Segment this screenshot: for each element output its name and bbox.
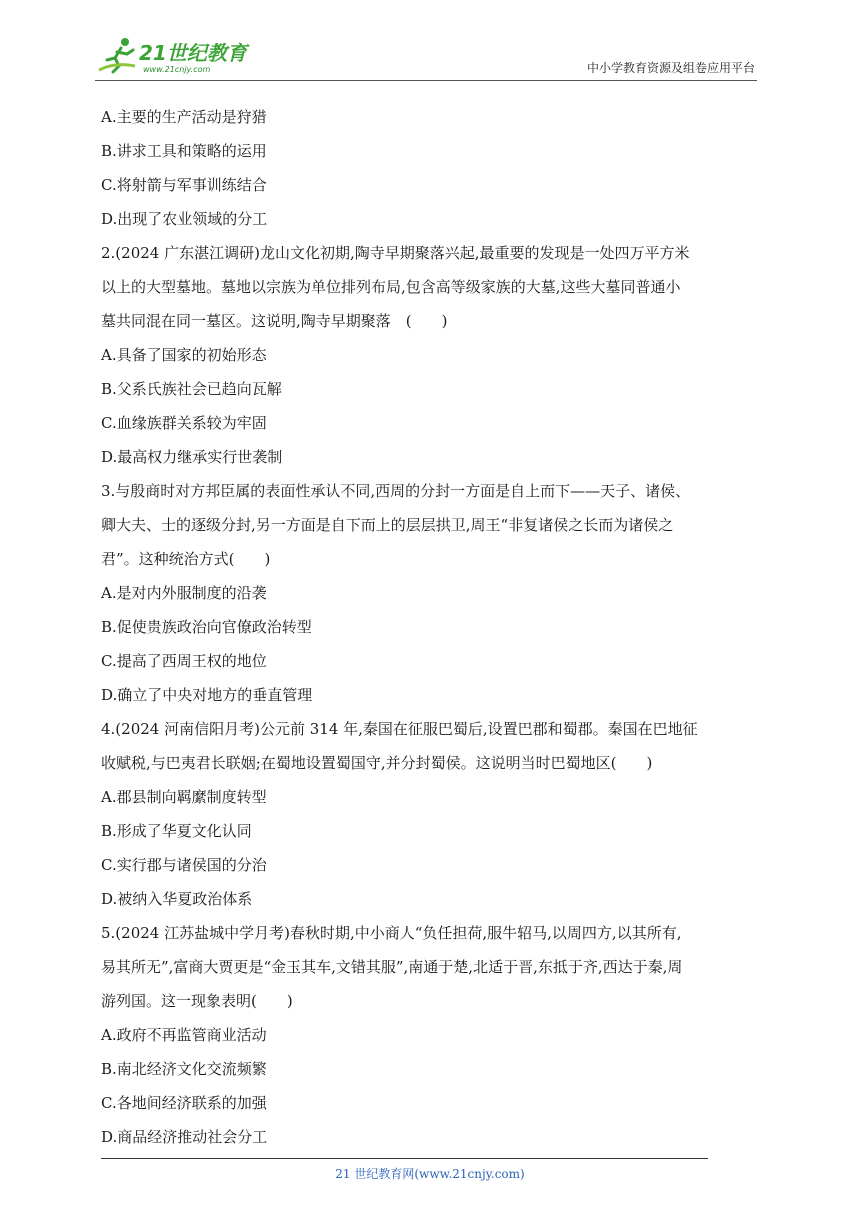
question-2-line: 墓共同混在同一墓区。这说明,陶寺早期聚落 ( ) xyxy=(101,312,448,330)
text-line: B.讲求工具和策略的运用 xyxy=(101,142,267,160)
question-4-line: 收赋税,与巴夷君长联姻;在蜀地设置蜀国守,并分封蜀侯。这说明当时巴蜀地区( ) xyxy=(101,754,653,772)
option-line: B.形成了华夏文化认同 xyxy=(101,822,252,840)
option-line: D.商品经济推动社会分工 xyxy=(101,1128,268,1146)
logo-url: www.21cnjy.com xyxy=(143,65,211,74)
option-line: C.提高了西周王权的地位 xyxy=(101,652,267,670)
question-content xyxy=(101,100,761,1154)
platform-name: 中小学教育资源及组卷应用平台 xyxy=(586,61,755,75)
footer-divider xyxy=(101,1158,708,1159)
option-line: A.具备了国家的初始形态 xyxy=(101,346,267,364)
option-line: A.郡县制向羁縻制度转型 xyxy=(101,788,267,806)
question-3-line: 3.与殷商时对方邦臣属的表面性承认不同,西周的分封一方面是自上而下——天子、诸侯、 xyxy=(101,482,691,500)
question-2-line: 2.(2024 广东湛江调研)龙山文化初期,陶寺早期聚落兴起,最重要的发现是一处四万平方米 xyxy=(101,244,690,262)
question-2-line: 以上的大型墓地。墓地以宗族为单位排列布局,包含高等级家族的大墓,这些大墓同普通小 xyxy=(101,278,681,296)
option-line: D.确立了中央对地方的垂直管理 xyxy=(101,686,313,704)
option-line: C.实行郡与诸侯国的分治 xyxy=(101,856,267,874)
option-line: D.最高权力继承实行世袭制 xyxy=(101,448,283,466)
question-4-line: 4.(2024 河南信阳月考)公元前 314 年,秦国在征服巴蜀后,设置巴郡和蜀郡。秦国在巴地征 xyxy=(101,720,698,738)
option-line: C.各地间经济联系的加强 xyxy=(101,1094,267,1112)
question-3-line: 卿大夫、士的逐级分封,另一方面是自下而上的层层拱卫,周王“非复诸侯之长而为诸侯之 xyxy=(101,516,674,534)
option-line: A.政府不再监管商业活动 xyxy=(101,1026,267,1044)
option-line: D.被纳入华夏政治体系 xyxy=(101,890,253,908)
question-5-line: 5.(2024 江苏盐城中学月考)春秋时期,中小商人“负任担荷,服牛轺马,以周四方,以其所有, xyxy=(101,924,682,942)
option-line: C.血缘族群关系较为牢固 xyxy=(101,414,267,432)
text-line: C.将射箭与军事训练结合 xyxy=(101,176,267,194)
question-5-line: 易其所无”,富商大贾更是“金玉其车,文错其服”,南通于楚,北适于晋,东抵于齐,西达于秦,周 xyxy=(101,958,683,976)
logo-21cnjy xyxy=(95,36,265,76)
footer-text: 21 世纪教育网(www.21cnjy.com) xyxy=(335,1167,525,1181)
option-line: B.南北经济文化交流频繁 xyxy=(101,1060,267,1078)
logo-text: 21世纪教育 xyxy=(139,41,247,65)
option-line: B.促使贵族政治向官僚政治转型 xyxy=(101,618,312,636)
option-line: A.是对内外服制度的沿袭 xyxy=(101,584,267,602)
text-line: A.主要的生产活动是狩猎 xyxy=(101,108,267,126)
question-3-line: 君”。这种统治方式( ) xyxy=(101,550,271,568)
option-line: B.父系氏族社会已趋向瓦解 xyxy=(101,380,282,398)
page-header xyxy=(95,36,757,81)
question-5-line: 游列国。这一现象表明( ) xyxy=(101,992,293,1010)
text-line: D.出现了农业领域的分工 xyxy=(101,210,268,228)
